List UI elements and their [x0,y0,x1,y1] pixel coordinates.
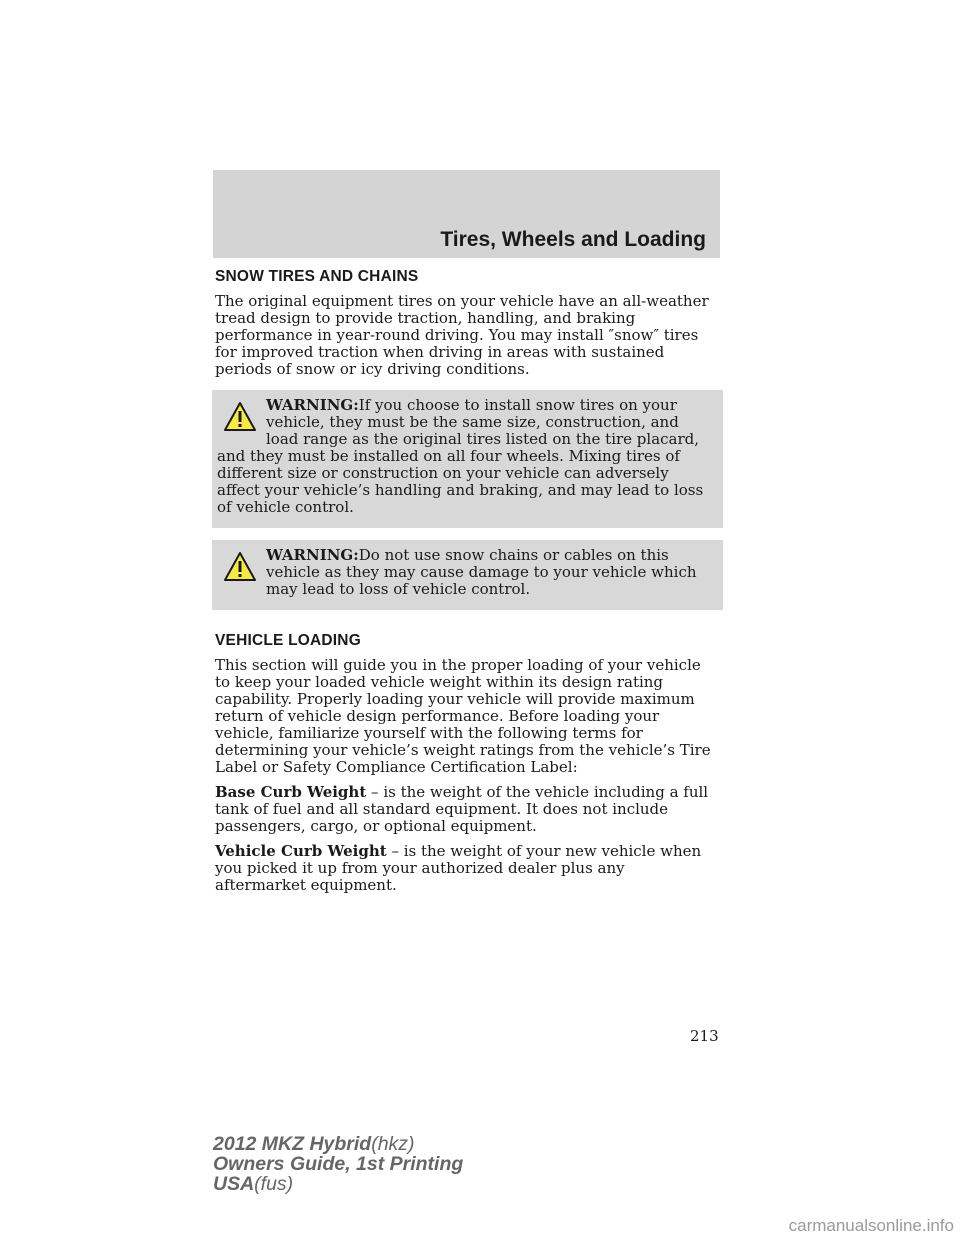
warning-box-snow-tires [212,390,723,528]
term-label: Vehicle Curb Weight [215,842,387,860]
footer-line-region: USA(fus) [213,1173,294,1195]
warning-text: Do not use snow chains or cables on this vehicle as they may cause damage to your vehicle which may lead to loss of vehicle control. [266,546,697,598]
warning-triangle-icon [223,401,257,433]
warning-text: If you choose to install snow tires on your vehicle, they must be the same size, construction, and load range as the original tires listed on the tire placard, and they must be installed on all four wheels. Mixing tires of different size or construction on your vehicle can adversely affect your vehicle’s handling and braking, and may lead to loss of vehicle control. [217,396,704,516]
snow-tires-paragraph: The original equipment tires on your vehicle have an all-weather tread design to provide traction, handling, and braking performance in year-round driving. You may install ″snow″ tires for improved traction when driving in areas with sustained periods of snow or icy driving conditions. [215,292,709,378]
page-number: 213 [690,1027,719,1045]
vehicle-loading-intro: This section will guide you in the proper loading of your vehicle to keep your loaded vehicle weight within its design rating capability. Properly loading your vehicle will provide maximum return of vehicle design performance. Before loading your vehicle, familiarize yourself with the following terms for determining your vehicle’s weight ratings from the vehicle’s Tire Label or Safety Compliance Certification Label: [215,656,711,776]
footer-line-guide: Owners Guide, 1st Printing [213,1153,464,1175]
warning-triangle-icon [223,551,257,583]
document-footer [213,1134,463,1194]
term-base-curb-weight [215,784,720,835]
warning-box-snow-chains [212,540,723,610]
warning-label: WARNING: [266,546,359,564]
watermark: carmanualsonline.info [788,1216,954,1235]
section-header-band [213,170,720,258]
page-content [215,268,720,902]
term-definition: – is the weight of the vehicle including a full tank of fuel and all standard equipment. It does not include passengers, cargo, or optional equipment. [215,783,709,835]
vehicle-loading-heading: VEHICLE LOADING [215,632,361,649]
footer-line-model: 2012 MKZ Hybrid(hkz) [213,1133,415,1155]
warning-label: WARNING: [266,396,359,414]
section-title: Tires, Wheels and Loading [440,228,706,251]
term-label: Base Curb Weight [215,783,367,801]
snow-tires-heading: SNOW TIRES AND CHAINS [215,268,419,285]
term-definition: – is the weight of your new vehicle when you picked it up from your authorized dealer plus any aftermarket equipment. [215,842,702,894]
term-vehicle-curb-weight [215,843,720,894]
